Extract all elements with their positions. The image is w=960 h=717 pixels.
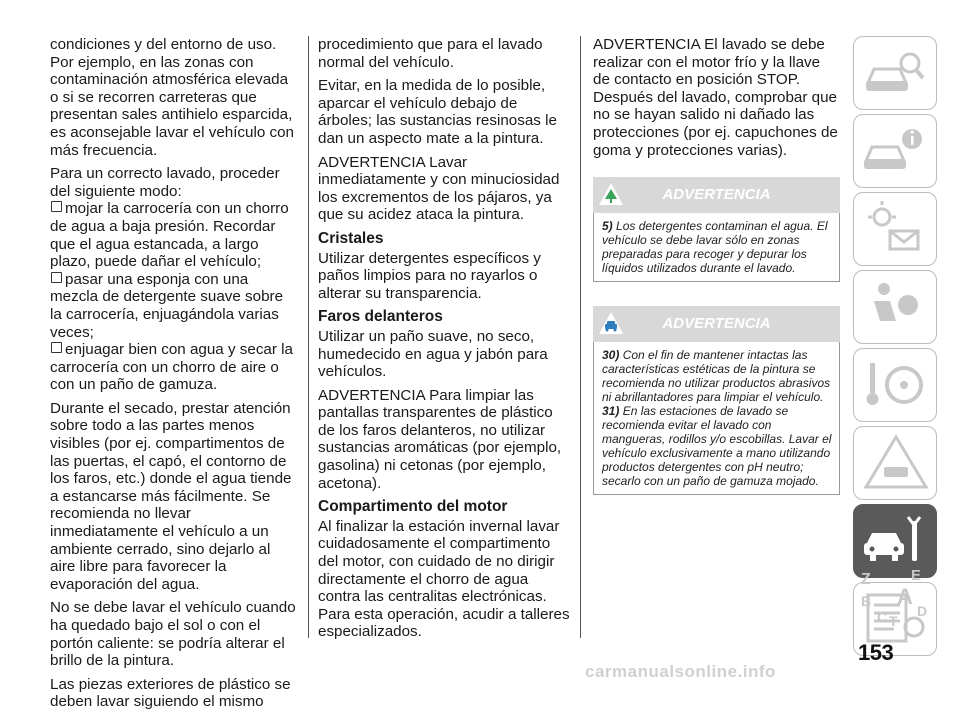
paragraph: Las piezas exteriores de plástico se deben lavar siguiendo el mismo: [50, 675, 291, 711]
svg-text:C: C: [877, 609, 888, 625]
bullet-square-icon: [51, 272, 62, 283]
svg-text:E: E: [911, 567, 922, 584]
warning-header: [593, 177, 840, 213]
svg-text:Z: Z: [861, 571, 871, 588]
warning-box: [593, 342, 840, 495]
tab-warning-lights[interactable]: [853, 192, 937, 266]
bullet-item: [50, 271, 298, 341]
car-magnifier-icon: [860, 43, 930, 103]
svg-text:B: B: [861, 593, 872, 609]
text-column-3: [593, 36, 840, 495]
column-divider: [580, 36, 581, 638]
paragraph: procedimiento que para el lavado normal del vehículo.: [318, 36, 543, 71]
section-heading: Faros delanteros: [318, 308, 443, 326]
text-column-1: [50, 36, 298, 717]
bullet-item: [50, 200, 298, 270]
bullet-square-icon: [51, 342, 62, 353]
warning-title: ADVERTENCIA: [662, 186, 771, 204]
tab-car-road[interactable]: [853, 426, 937, 500]
car-wash-icon: [597, 310, 625, 336]
paragraph: Al finalizar la estación invernal lavar cuidadosamente el compartimento del motor, con cuidado de no dirigir directamente el chorro de agua contra las centralitas electrónicas. Para esta operación, acudir a talleres especializados.: [318, 517, 570, 641]
tab-seat-airbag[interactable]: [853, 270, 937, 344]
paragraph: Utilizar detergentes específicos y paños limpios para no rayarlos o alterar su transparencia.: [318, 249, 541, 302]
svg-text:A: A: [897, 584, 913, 609]
paragraph: Utilizar un paño suave, no seco, humedecido en agua y jabón para vehículos.: [318, 327, 548, 381]
svg-text:D: D: [917, 603, 928, 619]
car-road-icon: [860, 433, 930, 493]
seat-airbag-icon: [860, 277, 930, 337]
warning-text: Los detergentes contaminan el agua. El vehículo se debe lavar sólo en zonas preparadas para recoger y depurar los líquidos utilizados durante el lavado.: [602, 219, 828, 276]
paragraph: Evitar, en la medida de lo posible, aparcar el vehículo debajo de árboles; las sustancias resinosas le dan un aspecto mate a la pintura.: [318, 77, 557, 147]
bullet-text: enjuagar bien con agua y secar la carrocería con un chorro de aire o con un paño de gamuza.: [50, 341, 293, 394]
bullet-square-icon: [51, 201, 62, 212]
text-column-2: [318, 36, 570, 647]
steering-key-icon: [860, 355, 930, 415]
note-number: 30): [602, 348, 620, 363]
bullet-text: mojar la carrocería con un chorro de agua a baja presión. Recordar que el agua estancada, a largo plazo, puede dañar el vehículo;: [50, 200, 289, 271]
environment-tree-icon: [597, 181, 625, 207]
tab-alphabet-index[interactable]: [853, 560, 937, 630]
tab-car-info[interactable]: [853, 114, 937, 188]
tab-car-magnifier[interactable]: [853, 36, 937, 110]
watermark: carmanualsonline.info: [585, 662, 776, 681]
note-number: 5): [602, 219, 613, 234]
bullet-item: [50, 341, 298, 394]
section-heading: Cristales: [318, 229, 384, 247]
paragraph: Para un correcto lavado, proceder del siguiente modo:: [50, 165, 280, 200]
warning-title: ADVERTENCIA: [662, 315, 771, 333]
section-heading: Compartimento del motor: [318, 498, 508, 516]
note-number: 31): [602, 404, 620, 419]
paragraph: ADVERTENCIA El lavado se debe realizar con el motor frío y la llave de contacto en posición STOP. Después del lavado, comprobar que no se hayan salido ni dañado las protecciones (por ej. capuchones de goma y protecciones varias).: [593, 36, 838, 159]
warning-box: [593, 213, 840, 282]
car-info-icon: [860, 121, 930, 181]
warning-lights-icon: [860, 199, 930, 259]
paragraph: Durante el secado, prestar atención sobre todo a las partes menos visibles (por ej. compartimentos de las puertas, el capó, el contorno de los faros, etc.) donde el agua tiende a estancarse más fácilmente. Se recomienda no llevar inmediatamente el vehículo a un ambiente cerrado, sino dejarlo al aire libre para favorecer la evaporación del agua.: [50, 399, 292, 593]
warning-header: [593, 306, 840, 342]
alphabet-index-icon: [853, 560, 937, 630]
warning-text: Con el fin de mantener intactas las características estéticas de la pintura se recomienda no utilizar productos abrasivos ni abrillantadores para limpiar el vehículo.: [602, 348, 831, 405]
paragraph: condiciones y del entorno de uso. Por ejemplo, en las zonas con contaminación atmosférica elevada o si se recorren carreteras que presentan sales antihielo esparcida, es aconsejable lavar el vehículo con más frecuencia.: [50, 36, 294, 159]
page-number: 153: [858, 640, 894, 665]
paragraph: ADVERTENCIA Para limpiar las pantallas transparentes de plástico de los faros delanteros, no utilizar sustancias aromáticas (por ejemplo, gasolina) ni cetonas (por ejemplo, acetona).: [318, 386, 562, 492]
paragraph: No se debe lavar el vehículo cuando ha quedado bajo el sol o con el portón caliente: se podría alterar el brillo de la pintura.: [50, 599, 296, 670]
paragraph: ADVERTENCIA Lavar inmediatamente y con minuciosidad los excrementos de los pájaros, ya que su acidez ataca la pintura.: [318, 153, 560, 224]
column-divider: [308, 36, 309, 638]
tab-steering-key[interactable]: [853, 348, 937, 422]
svg-text:T: T: [889, 613, 898, 629]
warning-text: En las estaciones de lavado se recomienda evitar el lavado con mangueras, rodillos y/o escobillas. Lavar el vehículo exclusivamente a mano utilizando productos detergentes con pH neutro; secarlo con un paño de gamuza mojado.: [602, 404, 832, 489]
bullet-text: pasar una esponja con una mezcla de detergente suave sobre la carrocería, enjuagándola varias veces;: [50, 270, 284, 341]
